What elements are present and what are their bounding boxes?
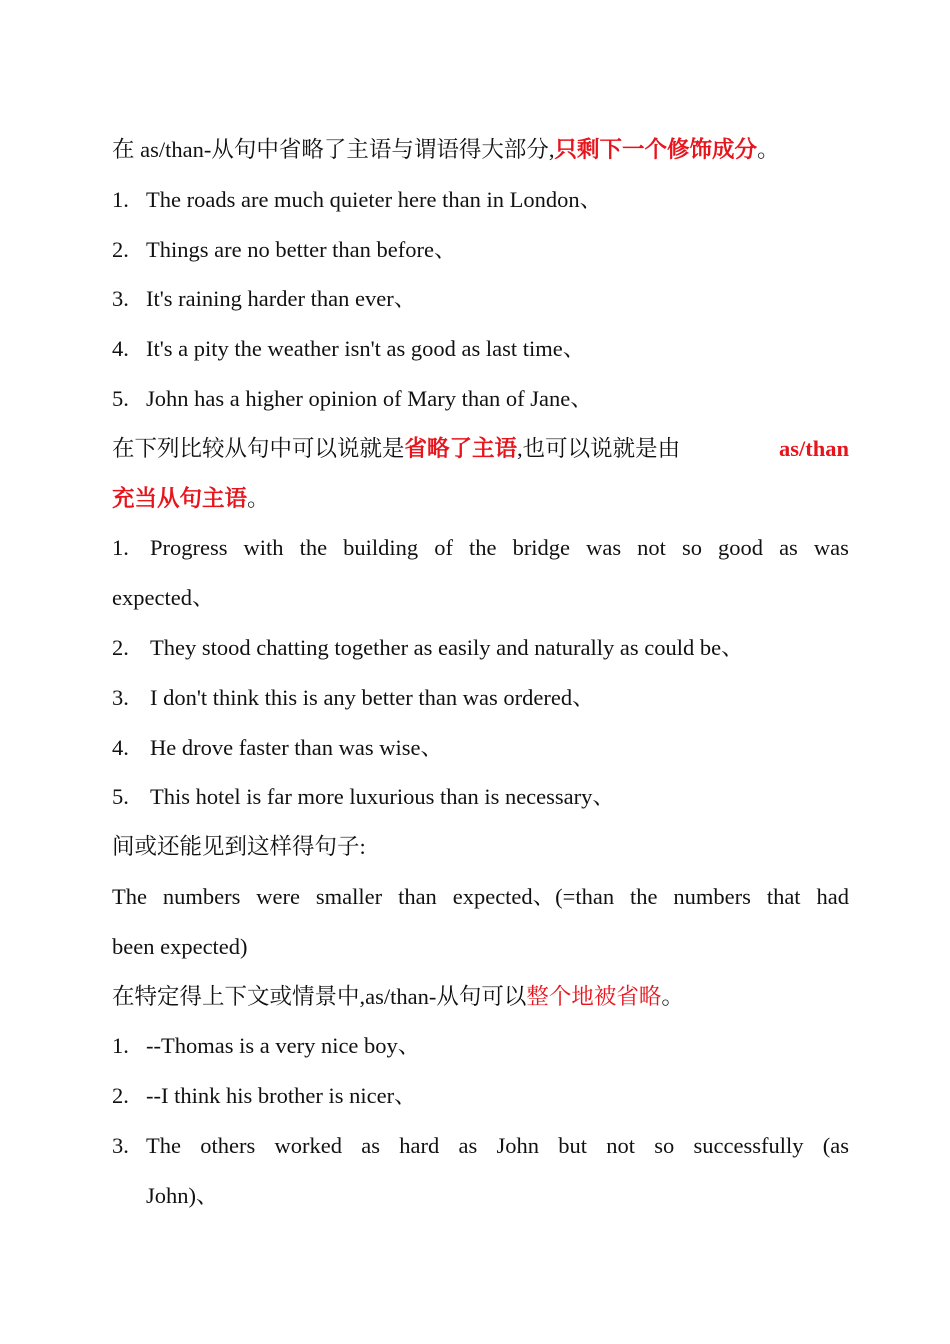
item-number: 1. bbox=[112, 186, 129, 212]
intro-text: 在下列比较从句中可以说就是 bbox=[112, 435, 405, 461]
item-text: Things are no better than before、 bbox=[146, 236, 457, 262]
list-item bbox=[112, 772, 849, 822]
intro-punct: 。 bbox=[247, 485, 270, 511]
item-text: The roads are much quieter here than in London、 bbox=[146, 186, 603, 212]
word: Progress bbox=[150, 535, 228, 561]
word: were bbox=[256, 883, 301, 909]
list-item bbox=[112, 1021, 849, 1071]
item-number: 3. bbox=[112, 1132, 129, 1158]
list-item bbox=[112, 225, 849, 275]
list-item bbox=[112, 523, 849, 573]
item-number: 2. bbox=[112, 236, 129, 262]
list-item bbox=[112, 324, 849, 374]
list-item-continuation bbox=[112, 573, 849, 623]
word: (as bbox=[822, 1132, 849, 1158]
item-number: 4. bbox=[112, 734, 129, 760]
item-number: 3. bbox=[112, 684, 129, 710]
document-page bbox=[112, 125, 849, 1221]
intro-text: 在 as/than-从句中省略了主语与谓语得大部分, bbox=[112, 137, 555, 162]
word: than bbox=[398, 883, 437, 909]
word: was bbox=[586, 535, 622, 561]
word: others bbox=[200, 1132, 256, 1158]
list-item bbox=[112, 274, 849, 324]
section2-intro-line2 bbox=[112, 474, 849, 524]
list-item bbox=[112, 1121, 849, 1171]
word: had bbox=[816, 883, 849, 909]
intro-punct: 。 bbox=[661, 983, 684, 1009]
word: The bbox=[146, 1132, 181, 1158]
word: expected、(=than bbox=[452, 883, 615, 909]
list-item bbox=[112, 1071, 849, 1121]
word: not bbox=[637, 535, 666, 561]
intro-highlight: 整个地被省略 bbox=[526, 983, 662, 1009]
example-line-continuation bbox=[112, 922, 849, 972]
word: with bbox=[243, 535, 284, 561]
list-item bbox=[112, 175, 849, 225]
item-text: This hotel is far more luxurious than is necessary、 bbox=[150, 784, 615, 810]
list-item bbox=[112, 374, 849, 424]
list-item-continuation bbox=[112, 1171, 849, 1221]
word: the bbox=[469, 535, 497, 561]
item-text: They stood chatting together as easily and naturally as could be、 bbox=[150, 634, 744, 660]
intro-punct: 。 bbox=[757, 137, 780, 162]
word: The bbox=[112, 883, 147, 909]
intro-highlight: 充当从句主语 bbox=[112, 485, 248, 511]
word: the bbox=[299, 535, 328, 561]
word: smaller bbox=[315, 883, 383, 909]
word: so bbox=[681, 535, 702, 561]
word: John bbox=[496, 1132, 539, 1158]
item-text: It's a pity the weather isn't as good as last time、 bbox=[146, 336, 586, 362]
section4-intro bbox=[112, 972, 849, 1022]
word: numbers bbox=[673, 883, 751, 909]
item-text-justified bbox=[150, 523, 849, 573]
item-number: 1. bbox=[112, 1033, 129, 1059]
intro-highlight: as/than bbox=[778, 435, 849, 461]
item-number: 5. bbox=[112, 385, 129, 411]
item-text: John has a higher opinion of Mary than of Jane、 bbox=[146, 385, 593, 411]
word: but bbox=[558, 1132, 587, 1158]
word: numbers bbox=[162, 883, 241, 909]
section3-intro bbox=[112, 822, 849, 872]
intro-text: 间或还能见到这样得句子: bbox=[112, 834, 366, 860]
word: hard bbox=[399, 1132, 440, 1158]
word: that bbox=[766, 883, 801, 909]
intro-highlight: 只剩下一个修饰成分 bbox=[554, 137, 757, 162]
section2-intro-line1 bbox=[112, 424, 849, 474]
intro-text: 在特定得上下文或情景中,as/than-从句可以 bbox=[112, 983, 527, 1009]
intro-highlight: 省略了主语 bbox=[404, 435, 518, 461]
word: successfully bbox=[693, 1132, 804, 1158]
word: good bbox=[718, 535, 764, 561]
item-text: --Thomas is a very nice boy、 bbox=[146, 1033, 421, 1059]
word: building bbox=[343, 535, 419, 561]
word: was bbox=[813, 535, 849, 561]
word: as bbox=[458, 1132, 478, 1158]
item-text: John)、 bbox=[146, 1182, 219, 1208]
item-number: 2. bbox=[112, 1083, 129, 1109]
item-number: 2. bbox=[112, 634, 129, 660]
word: so bbox=[654, 1132, 675, 1158]
item-number: 5. bbox=[112, 784, 129, 810]
item-text: I don't think this is any better than was ordered、 bbox=[150, 684, 595, 710]
list-item bbox=[112, 673, 849, 723]
intro-text: ,也可以说就是由 bbox=[517, 435, 681, 461]
example-line bbox=[112, 872, 849, 922]
word: bridge bbox=[512, 535, 571, 561]
word: as bbox=[361, 1132, 380, 1158]
item-number: 3. bbox=[112, 286, 129, 312]
word: worked bbox=[274, 1132, 342, 1158]
item-number: 1. bbox=[112, 535, 129, 561]
example-text: been expected) bbox=[112, 933, 248, 959]
word: as bbox=[779, 535, 798, 561]
section1-intro bbox=[112, 125, 849, 175]
list-item bbox=[112, 723, 849, 773]
item-text: It's raining harder than ever、 bbox=[146, 286, 417, 312]
item-text-justified bbox=[146, 1121, 849, 1171]
word: not bbox=[606, 1132, 635, 1158]
item-text: --I think his brother is nicer、 bbox=[146, 1083, 417, 1109]
word: the bbox=[630, 883, 658, 909]
list-item bbox=[112, 623, 849, 673]
item-text: expected、 bbox=[112, 585, 215, 611]
word: of bbox=[434, 535, 453, 561]
item-text: He drove faster than was wise、 bbox=[150, 734, 444, 760]
item-number: 4. bbox=[112, 336, 129, 362]
